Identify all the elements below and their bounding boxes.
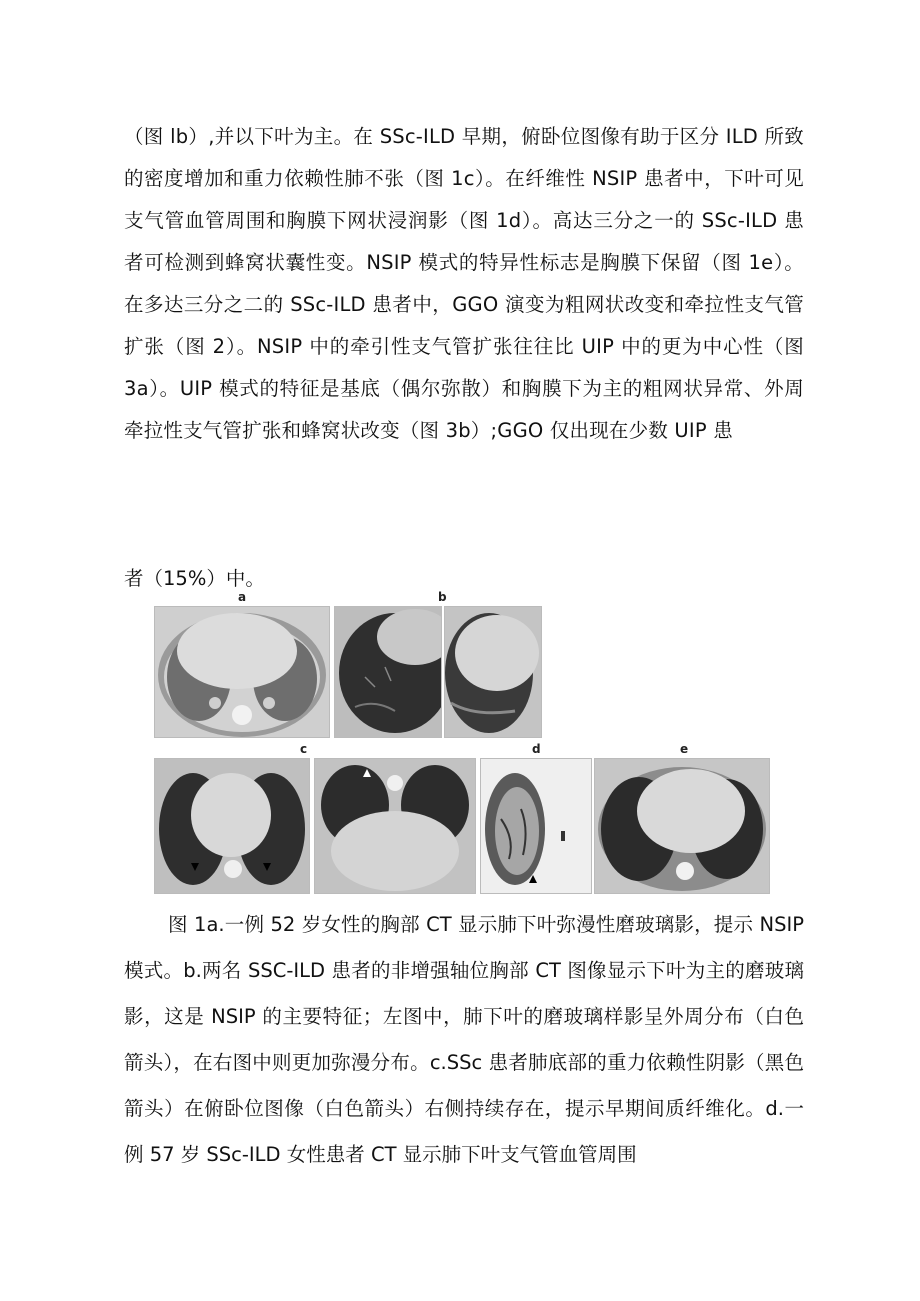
- ct-image-b-left: [334, 606, 442, 738]
- panel-label-b: b: [438, 590, 447, 604]
- ct-image-c-left: [154, 758, 310, 894]
- ct-image-b-right: [444, 606, 542, 738]
- ct-figure: [154, 590, 768, 892]
- figure-caption-text: 图 1a.一例 52 岁女性的胸部 CT 显示肺下叶弥漫性磨玻璃影，提示 NSIP 模式。b.两名 SSC-ILD 患者的非增强轴位胸部 CT 图像显示下叶为主的磨玻璃影，这是 NSIP 的主要特征；左图中，肺下叶的磨玻璃样影呈外周分布（白色箭头），在右图中则更加弥漫分布。c.SSc 患者肺底部的重力依赖性阴影（黑色箭头）在俯卧位图像（白色箭头）右侧持续存在，提示早期间质纤维化。d.一例 57 岁 SSc-ILD 女性患者 CT 显示肺下叶支气管血管周围: [124, 913, 804, 1166]
- body-paragraph-tail: 者（15%）中。: [124, 567, 265, 590]
- panel-label-a: a: [238, 590, 247, 604]
- ct-image-a: [154, 606, 330, 738]
- panel-label-e: e: [680, 742, 689, 756]
- panel-label-c: c: [300, 742, 308, 756]
- panel-label-d: d: [532, 742, 541, 756]
- figure-caption: [124, 902, 804, 1178]
- ct-image-d: [480, 758, 592, 894]
- ct-image-c-right: [314, 758, 476, 894]
- ct-image-e: [594, 758, 770, 894]
- body-paragraph: （图 lb）,并以下叶为主。在 SSc-ILD 早期，俯卧位图像有助于区分 ILD 所致的密度增加和重力依赖性肺不张（图 1c）。在纤维性 NSIP 患者中，下叶可见支气管血管周围和胸膜下网状浸润影（图 1d）。高达三分之一的 SSc-ILD 患者可检测到蜂窝状囊性变。NSIP 模式的特异性标志是胸膜下保留（图 1e）。在多达三分之二的 SSc-ILD 患者中，GGO 演变为粗网状改变和牵拉性支气管扩张（图 2）。NSIP 中的牵引性支气管扩张往往比 UIP 中的更为中心性（图 3a）。UIP 模式的特征是基底（偶尔弥散）和胸膜下为主的粗网状异常、外周牵拉性支气管扩张和蜂窝状改变（图 3b）;GGO 仅出现在少数 UIP 患: [124, 125, 804, 442]
